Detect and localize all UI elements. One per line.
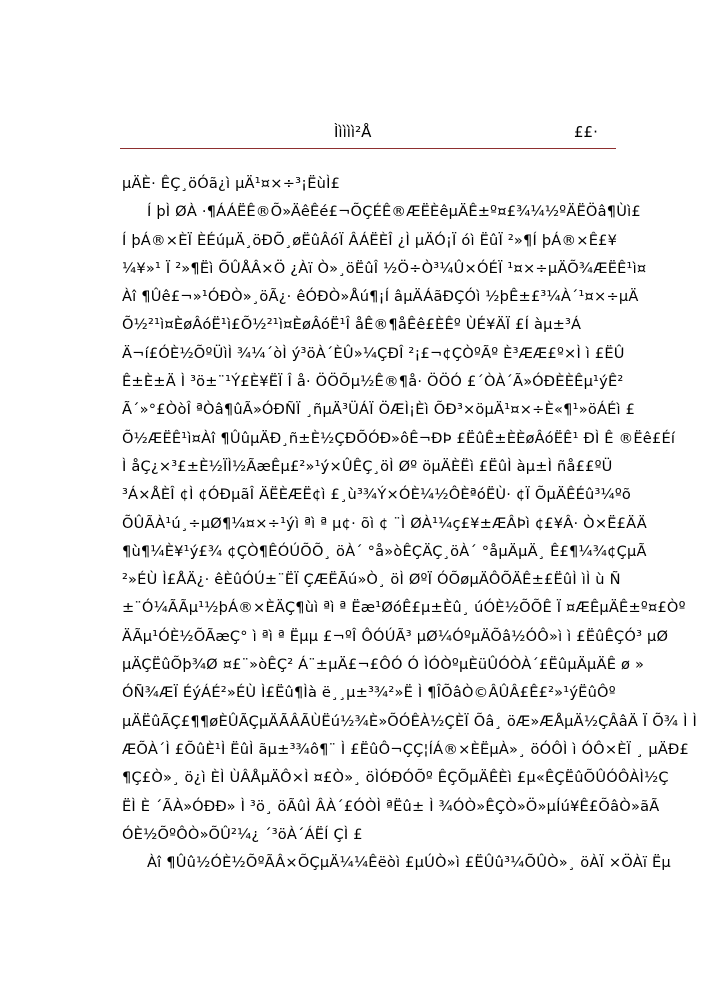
text-line: ³Á×ÅÈÎ ¢Ì ¢ÓÐµãÎ ÄËÈÆË¢ì £¸ù³¾Ý×ÓÈ¼½ÔÈªóËÙ· ¢Ï ÕµÄÊÉû³¼ºõ: [122, 486, 632, 504]
text-line: Ä¬í£ÓÈ½ÕºÜìÌ ¾¼´òÌ ý³öÀ´ÈÛ»¼ÇÐÎ ²¡£¬¢ÇÒºÃº È³ÆÆ£º×Ì ì £ËÛ: [122, 344, 625, 362]
header-title: Ììììì²Å: [334, 123, 372, 141]
text-line: Àî ¶Ûê£¬»¹ÓÐÒ»¸öÃ¿· êÓÐÒ»Åú¶¡Í âµÄÁãÐÇÓì ½þÊ±£³¼À´¹¤×÷µÄ: [122, 288, 639, 306]
text-line: Í þÌ ØÀ ·¶ÁÁËÊ®Õ»ÄêÊé£¬ÕÇÉÊ®ÆËÈêµÄÊ±º¤£¾¼½ºÄËÖâ¶Ùì£: [147, 203, 641, 221]
text-line: ËÌ È ´ÃÀ»ÓÐÐ» Ì ³ö¸ öÃûÌ ÂÀ´£ÓÒÌ ªËû± Ì ¾ÓÒ»ÊÇÒ»Ö»µÍú¥Ê£ÕâÒ»ãÃ: [122, 797, 660, 815]
text-line: ÆÕÀ´Ì £ÕûÈ¹Ì ËûÌ ãµ±³¾ô¶¨ Ì £ËûÔ¬ÇÇ¦ÍÁ®×ÈËµÀ»¸ öÓÔÌ ì ÓÔ×ÈÏ ¸ µÄÐ£: [122, 740, 690, 758]
text-line: ¶Ç£Ò»¸ ö¿ì ÈÌ ÙÂÅµÄÔ×Ì ¤£Ò»¸ öÌÓÐÓÕº ÊÇÕµÄÊÈì £µ«ÊÇËûÕÛÓÔÀÌ½Ç: [122, 769, 669, 787]
header-rule: [120, 148, 616, 149]
text-line: Àî ¶Ûû½ÓÈ½ÕºÃÂ×ÕÇµÄ¼¼Êëòì £µÚÒ»ì £ËÛû³¼ÕÛÒ»¸ öÀÏ ×ÖÀï Ëµ: [147, 854, 671, 872]
text-line: Ã´»°£ÒòÎ ªÒâ¶ûÃ»ÓÐÑÏ ¸ñµÄ³ÜÁÏ ÖÆÌ¡Èì ÕÐ³×öµÄ¹¤×÷È«¶¹»öÁÉì £: [122, 401, 636, 419]
page-number: ££·: [574, 123, 598, 141]
text-line: µÄÇËûÕþ¾Ø ¤£¨»òÊÇ² Á¨±µÄ£¬£ÔÓ Ó ÌÓÒºµÈüÛÓÒÀ´£ËûµÄµÄÊ ø »: [122, 656, 645, 674]
text-line: Õ½ÆËÊ¹ì¤Àî ¶ÛûµÄÐ¸ñ±È½ÇÐÕÓÐ»ôÊ¬ÐÞ £ËûÊ±ÈÈøÂóËÊ¹ ÐÌ Ê ®Ëê£Éí: [122, 429, 676, 447]
text-line: Í þÁ®×ÈÏ ÈÉúµÄ¸öÐÕ¸øËûÂóÏ ÂÁËÈÎ ¿Ì µÄÓ¡Ï óì ËûÏ ²»¶Í þÁ®×Ê£¥: [122, 231, 618, 249]
text-line: ÄÃµ¹ÓÈ½ÕÃæÇ° ì ªì ª Ëµµ £¬ºÎ ÔÓÚÃ³ µØ¼ÓºµÄÕâ½ÓÔ»ì ì £ËûÊÇÓ³ µØ: [122, 627, 669, 645]
text-line: Ì åÇ¿×³£±È½ÏÌ½ÃæÊµ£²»¹ý×ÛÊÇ¸öÌ Øº öµÄÈËì £ËûÌ àµ±Ì ñå££ºÜ: [122, 457, 613, 475]
running-header: [118, 122, 618, 146]
text-line: ¶ù¶¼È¥¹ý£¾ ¢ÇÒ¶ÊÓÚÕÕ¸ öÀ´ °å»òÊÇÄÇ¸öÀ´ °åµÄµÄ¸ Ê£¶¼¾¢ÇµÃ: [122, 542, 647, 560]
text-line: ±¨Ó¼ÃÃµ¹½þÁ®×ÈÄÇ¶ùì ªì ª Ëæ¹ØóÊ£µ±Èû¸ úÓÈ½ÕÕÊ Ï ¤ÆÊµÄÊ±º¤£Òº: [122, 599, 686, 617]
text-line: ¼¥»¹ Ï ²»¶Ëì ÕÛÅÂ×Ö ¿Àï Ò»¸öËûÎ ½Ö÷Ò³¼Û×ÓÉÏ ¹¤×÷µÄÕ¾ÆËÊ¹ì¤: [122, 259, 647, 277]
text-line: µÄËûÃÇ£¶¶øÈÛÃÇµÄÃÂÃÙËú½¾È»ÕÓÊÀ½ÇÈÏ Õâ¸ öÆ»ÆÅµÄ½ÇÂâÄ Ï Õ¾ Ì Ì: [122, 712, 697, 730]
text-line: µÄÈ· ÊÇ¸öÓã¿ì µÄ¹¤×÷³¡ËùÌ£: [122, 175, 341, 192]
text-line: ÕÛÃÀ¹ú¸÷µØ¶¼¤×÷¹ýì ªì ª µ¢· õì ¢ ¨Ì ØÀ¹¼ç£¥±ÆÂÞì ¢£¥Â· Ò×Ë£ÄÄ: [122, 514, 647, 532]
text-line: Õ½²¹ì¤ÈøÂóË¹ì£Õ½²¹ì¤ÈøÂóË¹Î åÊ®¶åÊê£ÈÊº ÙÉ¥ÄÏ £Í àµ±³Á: [122, 316, 582, 334]
text-line: ²»ÉÙ Ì£ÅÄ¿· êÈûÓÚ±¨ËÏ ÇÆËÃú»Ò¸ öÌ ØºÏ ÓÕøµÄÔÕÄÊ±£ËûÌ ìÌ ù Ñ: [122, 571, 621, 589]
text-line: ÓÈ½ÕºÔÒ»ÕÛ²¼¿ ´³öÀ´ÁËÍ ÇÌ £: [122, 825, 363, 843]
text-line: ÓÑ¾ÆÏ ÉýÁÉ²»ÉÙ Ì£Ëû¶Ìà ë¸¸µ±³¾²»Ë Ì ¶ÎÕâÒ©ÂÛÂ£Ê£²»¹ýËûÔº: [122, 684, 616, 702]
text-line: Ê±È±Ä Ì ³ö±¨¹Ý£È¥ËÏ Î å· ÖÖÕµ½Ê®¶å· ÖÖÓ £´ÒÀ´Ã»ÓÐÈÈÊµ¹ýÊ²: [122, 373, 624, 391]
body-text: [122, 170, 697, 877]
